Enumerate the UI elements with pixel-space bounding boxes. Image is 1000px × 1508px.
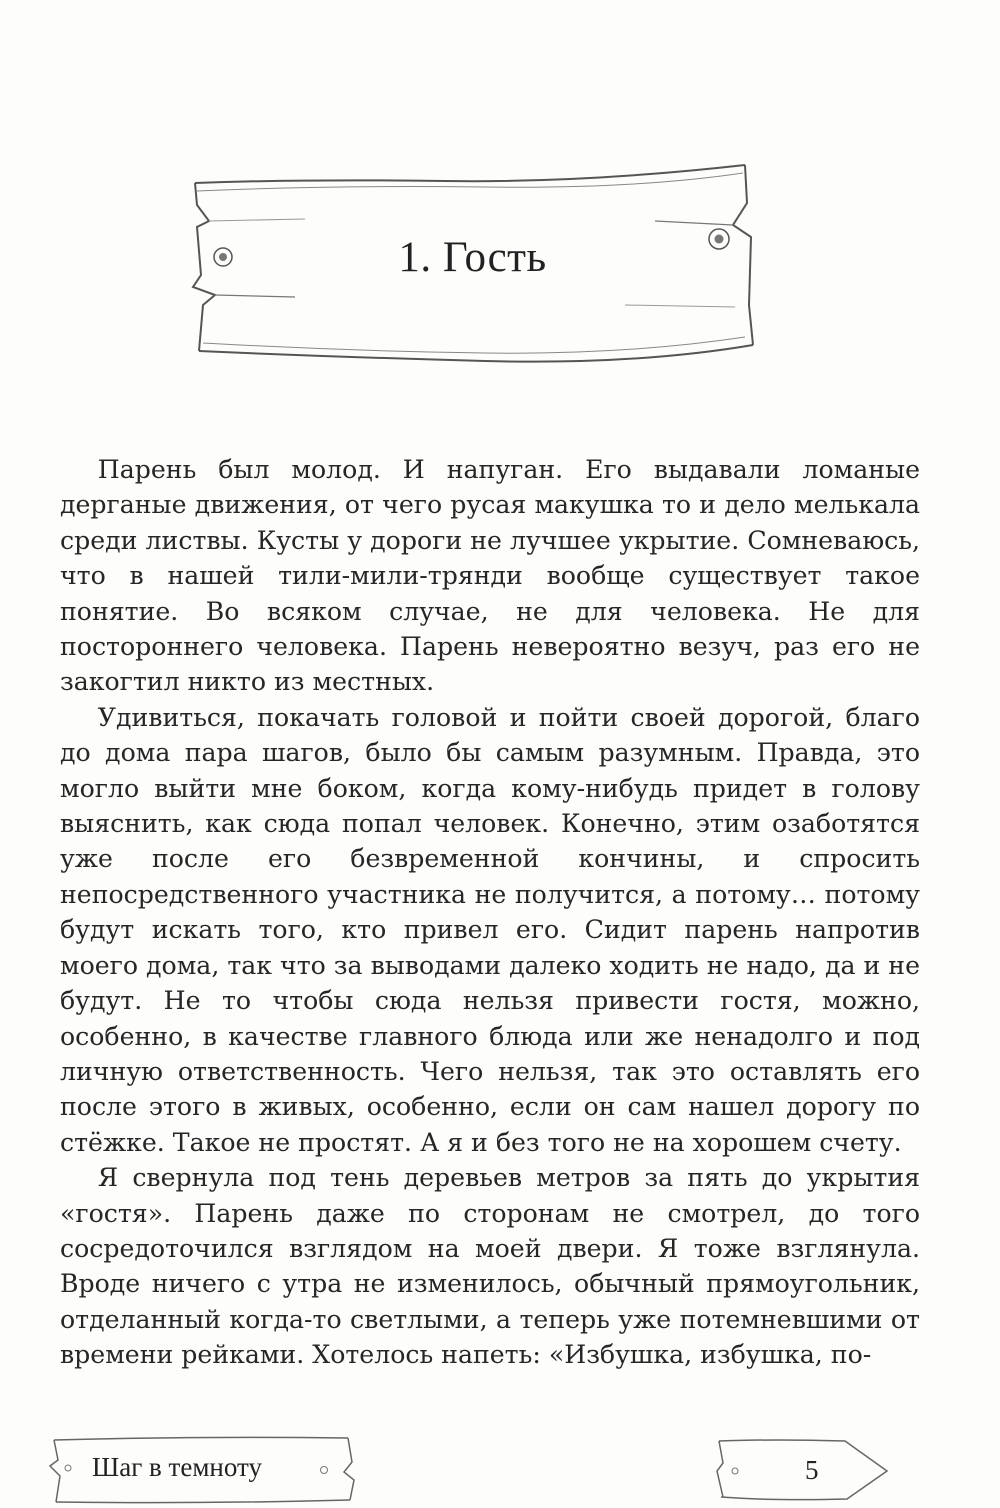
paragraph: Удивиться, покачать головой и пойти своей дорогой, благо до дома пара шагов, было бы самым разумным. Правда, это могло выйти мне боком, когда кому-нибудь придет в голову выяснить, как сюда попал человек. Конечно, этим озаботятся уже после его безвременной кончины, и спросить непосредственного участника не получится, а потому… потому будут искать того, кто привел его. Сидит парень напротив моего дома, так что за выводами далеко ходить не надо, да и не будут. Не то чтобы сюда нельзя привести гостя, можно, особенно, в качестве главного блюда или же ненадолго и под личную ответственность. Чего нельзя, так это оставлять его после этого в живых, особенно, если он сам нашел дорогу по стёжке. Такое не простят. А я и без того не на хорошем счету. bbox=[60, 702, 920, 1157]
paragraph: Парень был молод. И напуган. Его выдавали ломаные дерганые движения, от чего русая макушка то и дело мелькала среди листвы. Кусты у дороги не лучшее укрытие. Сомневаюсь, что в нашей тили-мили-трянди вообще существует такое понятие. Во всяком случае, не для человека. Не для постороннего человека. Парень невероятно везуч, раз его не закогтил никто из местных. bbox=[60, 455, 920, 697]
chapter-title: 1. Гость bbox=[398, 234, 547, 281]
footer-book-title: Шаг в темноту bbox=[92, 1452, 262, 1482]
footer-book-title-plank bbox=[48, 1432, 360, 1508]
paragraph: Я свернула под тень деревьев метров за пять до укрытия «гостя». Парень даже по сторонам не смотрел, до того сосредоточился взглядом на моей двери. Я тоже взглянула. Вроде ничего с утра не изменилось, обычный прямоугольник, отделанный когда-то светлыми, а теперь уже потемневшими от времени рейками. Хотелось напеть: «Избушка, избушка, по- bbox=[60, 1163, 920, 1370]
chapter-title-plank bbox=[185, 155, 760, 370]
chapter-text bbox=[60, 452, 920, 1373]
page-number: 5 bbox=[805, 1455, 819, 1485]
footer-page-number-plank bbox=[715, 1435, 890, 1505]
arrow-plank-frame bbox=[715, 1435, 890, 1505]
